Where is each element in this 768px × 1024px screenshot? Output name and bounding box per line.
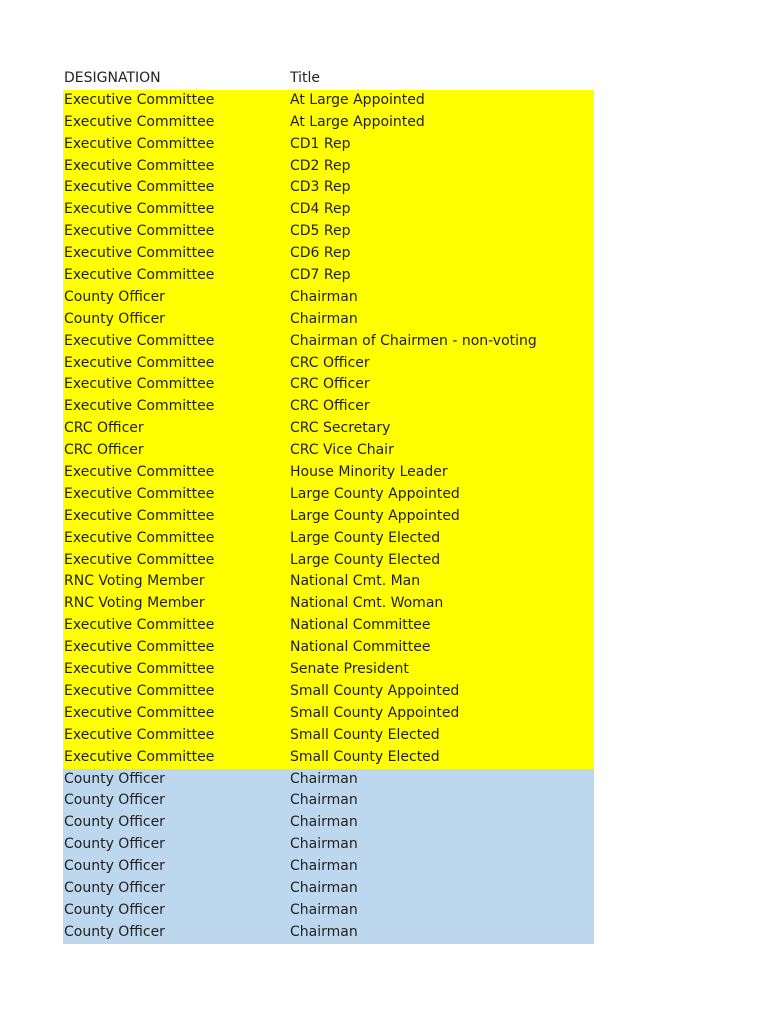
table-row bbox=[63, 112, 594, 134]
title-cell: CD3 Rep bbox=[290, 179, 351, 196]
title-cell: CRC Officer bbox=[290, 376, 370, 393]
header-designation: DESIGNATION bbox=[64, 70, 161, 86]
title-cell: CD5 Rep bbox=[290, 223, 351, 240]
table-row bbox=[63, 703, 594, 725]
table-row bbox=[63, 769, 594, 791]
designation-cell: County Officer bbox=[64, 836, 165, 853]
title-cell: CRC Vice Chair bbox=[290, 442, 394, 459]
table-row bbox=[63, 528, 594, 550]
table-row bbox=[63, 812, 594, 834]
title-cell: Small County Appointed bbox=[290, 682, 460, 699]
table-row bbox=[63, 331, 594, 353]
title-cell: CD6 Rep bbox=[290, 245, 351, 262]
table-row bbox=[63, 440, 594, 462]
designation-cell: County Officer bbox=[64, 923, 165, 940]
designation-cell: Executive Committee bbox=[64, 617, 215, 634]
table-row bbox=[63, 309, 594, 331]
title-cell: National Committee bbox=[290, 639, 431, 656]
table-row bbox=[63, 418, 594, 440]
designation-cell: Executive Committee bbox=[64, 91, 215, 108]
designation-cell: RNC Voting Member bbox=[64, 595, 205, 612]
title-cell: Small County Elected bbox=[290, 726, 440, 743]
designation-cell: Executive Committee bbox=[64, 223, 215, 240]
designation-cell: Executive Committee bbox=[64, 529, 215, 546]
title-cell: Chairman bbox=[290, 792, 358, 809]
table-header-row bbox=[63, 68, 594, 90]
table-row bbox=[63, 287, 594, 309]
designation-cell: CRC Officer bbox=[64, 442, 144, 459]
title-cell: Large County Elected bbox=[290, 529, 441, 546]
title-cell: CRC Officer bbox=[290, 398, 370, 415]
table-row bbox=[63, 353, 594, 375]
table-row bbox=[63, 790, 594, 812]
designation-cell: RNC Voting Member bbox=[64, 573, 205, 590]
designation-cell: County Officer bbox=[64, 770, 165, 787]
designation-cell: Executive Committee bbox=[64, 507, 215, 524]
title-cell: Chairman bbox=[290, 858, 358, 875]
title-cell: Chairman bbox=[290, 836, 358, 853]
table-row bbox=[63, 243, 594, 265]
title-cell: Chairman bbox=[290, 310, 358, 327]
designation-cell: Executive Committee bbox=[64, 376, 215, 393]
table-row bbox=[63, 156, 594, 178]
table-row bbox=[63, 900, 594, 922]
designation-cell: Executive Committee bbox=[64, 179, 215, 196]
designation-cell: Executive Committee bbox=[64, 354, 215, 371]
title-cell: National Committee bbox=[290, 617, 431, 634]
table-row bbox=[63, 396, 594, 418]
title-cell: Small County Elected bbox=[290, 748, 440, 765]
title-cell: CD1 Rep bbox=[290, 135, 351, 152]
title-cell: National Cmt. Woman bbox=[290, 595, 444, 612]
title-cell: CD2 Rep bbox=[290, 157, 351, 174]
table-row bbox=[63, 374, 594, 396]
table-row bbox=[63, 265, 594, 287]
table-row bbox=[63, 506, 594, 528]
table-body bbox=[63, 90, 594, 944]
designation-cell: Executive Committee bbox=[64, 704, 215, 721]
title-cell: Senate President bbox=[290, 661, 409, 678]
title-cell: Large County Appointed bbox=[290, 507, 460, 524]
table-row bbox=[63, 747, 594, 769]
designation-cell: Executive Committee bbox=[64, 748, 215, 765]
title-cell: At Large Appointed bbox=[290, 113, 425, 130]
title-cell: House Minority Leader bbox=[290, 464, 448, 481]
title-cell: Chairman bbox=[290, 814, 358, 831]
designation-cell: Executive Committee bbox=[64, 661, 215, 678]
designation-cell: Executive Committee bbox=[64, 245, 215, 262]
title-cell: Chairman bbox=[290, 879, 358, 896]
title-cell: CD4 Rep bbox=[290, 201, 351, 218]
table-row bbox=[63, 878, 594, 900]
designation-cell: Executive Committee bbox=[64, 201, 215, 218]
designation-cell: Executive Committee bbox=[64, 682, 215, 699]
table-row bbox=[63, 725, 594, 747]
designation-cell: CRC Officer bbox=[64, 420, 144, 437]
designation-cell: County Officer bbox=[64, 879, 165, 896]
title-cell: Small County Appointed bbox=[290, 704, 460, 721]
table-row bbox=[63, 550, 594, 572]
table-row bbox=[63, 571, 594, 593]
title-cell: Chairman of Chairmen - non-voting bbox=[290, 332, 537, 349]
designation-cell: County Officer bbox=[64, 901, 165, 918]
designation-cell: County Officer bbox=[64, 814, 165, 831]
table-row bbox=[63, 922, 594, 944]
designation-cell: Executive Committee bbox=[64, 639, 215, 656]
table-row bbox=[63, 637, 594, 659]
table-row bbox=[63, 856, 594, 878]
table-row bbox=[63, 615, 594, 637]
designation-cell: Executive Committee bbox=[64, 157, 215, 174]
designation-cell: County Officer bbox=[64, 310, 165, 327]
designation-cell: Executive Committee bbox=[64, 551, 215, 568]
table-row bbox=[63, 484, 594, 506]
title-cell: CD7 Rep bbox=[290, 267, 351, 284]
table-row bbox=[63, 462, 594, 484]
designation-cell: Executive Committee bbox=[64, 267, 215, 284]
table-row bbox=[63, 90, 594, 112]
table-row bbox=[63, 659, 594, 681]
designation-cell: Executive Committee bbox=[64, 135, 215, 152]
table-row bbox=[63, 221, 594, 243]
title-cell: Chairman bbox=[290, 901, 358, 918]
table-row bbox=[63, 199, 594, 221]
spreadsheet-table bbox=[63, 68, 594, 944]
designation-cell: County Officer bbox=[64, 288, 165, 305]
designation-cell: Executive Committee bbox=[64, 113, 215, 130]
table-row bbox=[63, 834, 594, 856]
designation-cell: Executive Committee bbox=[64, 332, 215, 349]
designation-cell: Executive Committee bbox=[64, 398, 215, 415]
title-cell: At Large Appointed bbox=[290, 91, 425, 108]
title-cell: Chairman bbox=[290, 770, 358, 787]
title-cell: Chairman bbox=[290, 288, 358, 305]
designation-cell: County Officer bbox=[64, 858, 165, 875]
title-cell: National Cmt. Man bbox=[290, 573, 421, 590]
designation-cell: Executive Committee bbox=[64, 464, 215, 481]
table-row bbox=[63, 177, 594, 199]
designation-cell: Executive Committee bbox=[64, 726, 215, 743]
header-title: Title bbox=[290, 70, 321, 86]
table-row bbox=[63, 681, 594, 703]
title-cell: CRC Secretary bbox=[290, 420, 391, 437]
title-cell: Large County Appointed bbox=[290, 485, 460, 502]
title-cell: Large County Elected bbox=[290, 551, 441, 568]
title-cell: CRC Officer bbox=[290, 354, 370, 371]
table-row bbox=[63, 134, 594, 156]
table-row bbox=[63, 593, 594, 615]
designation-cell: Executive Committee bbox=[64, 485, 215, 502]
title-cell: Chairman bbox=[290, 923, 358, 940]
designation-cell: County Officer bbox=[64, 792, 165, 809]
